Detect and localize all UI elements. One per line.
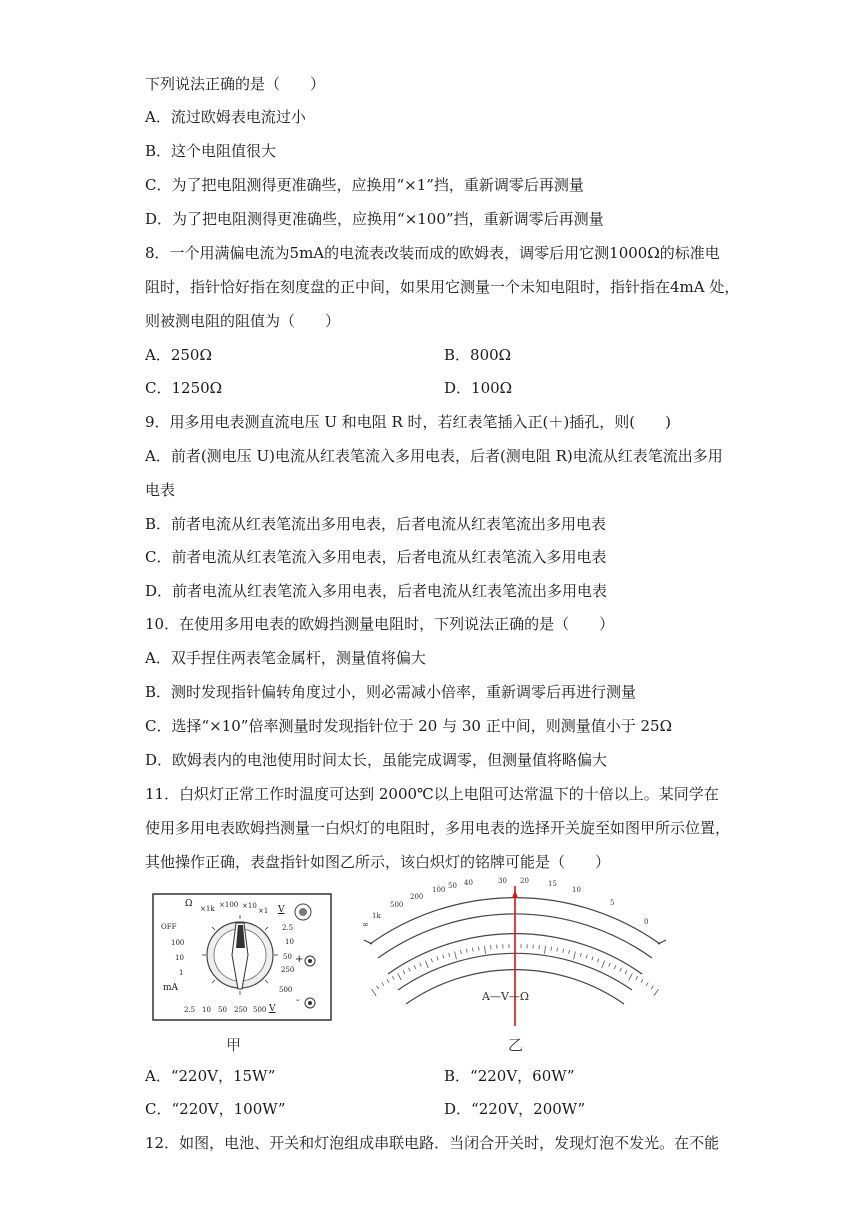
scale-tick — [443, 955, 444, 959]
meter-scale-drawing — [360, 876, 680, 1026]
q10-option-a: A．双手捏住两表笔金属杆，测量值将偏大 — [145, 649, 426, 667]
scale-tick — [574, 951, 576, 959]
dial-label-x1: ×1 — [258, 907, 269, 915]
q11-option-c: C．“220V，100W” — [145, 1100, 286, 1118]
question-9: 9．用多用电表测直流电压 U 和电阻 R 时，若红表笔插入正(＋)插孔，则( ) — [145, 413, 671, 431]
ohm-tick-1k: 1k — [372, 912, 381, 920]
dial-label-bottom-10: 10 — [202, 1006, 211, 1014]
scale-tick — [478, 947, 479, 951]
scale-tick — [609, 963, 611, 967]
scale-tick — [409, 968, 411, 972]
dial-label-bottom-250: 250 — [234, 1006, 248, 1014]
question-8-cont: 阻时，指针恰好指在刻度盘的正中间，如果用它测量一个未知电阻时，指针指在4mA 处， — [145, 278, 740, 296]
ohm-tick-inf: ∞ — [362, 920, 369, 929]
scale-tick — [403, 970, 405, 974]
q8-option-b: B．800Ω — [444, 346, 512, 364]
dial-label-right-500: 500 — [279, 986, 293, 994]
figure-caption-jia: 甲 — [226, 1036, 242, 1054]
ohm-tick-10: 10 — [572, 886, 581, 894]
ohm-tick-100: 100 — [432, 886, 446, 894]
question-11: 11．白炽灯正常工作时温度可达到 2000℃以上电阻可达常温下的十倍以上。某同学在 — [145, 785, 719, 803]
dial-label-v-top: V — [278, 905, 285, 915]
question-10: 10．在使用多用电表的欧姆挡测量电阻时，下列说法正确的是（ ） — [145, 615, 615, 633]
scale-tick — [598, 958, 599, 962]
scale-tick — [620, 968, 622, 972]
scale-tick — [466, 949, 467, 953]
dial-label-1: 1 — [179, 969, 184, 977]
q9-option-b: B．前者电流从红表笔流出多用电表，后者电流从红表笔流出多用电表 — [145, 515, 607, 533]
scale-tick — [636, 976, 638, 979]
dial-label-ohm: Ω — [185, 899, 193, 909]
dial-label-right-250: 250 — [281, 966, 295, 974]
scale-tick — [437, 957, 438, 961]
scale-tick — [602, 961, 605, 968]
ohm-tick-20: 20 — [520, 877, 529, 885]
dial-label-bottom-50: 50 — [218, 1006, 227, 1014]
ohm-tick-500: 500 — [390, 901, 404, 909]
scale-tick — [431, 958, 432, 962]
meter-scale-figure — [360, 876, 680, 1026]
ohm-tick-5: 5 — [610, 899, 615, 907]
dial-label-ma: mA — [163, 983, 179, 993]
q8-option-c: C．1250Ω — [145, 379, 223, 397]
question-8-cont: 则被测电阻的阻值为（ ） — [145, 312, 341, 330]
dial-label-100: 100 — [171, 939, 185, 947]
dial-label-x1k: ×1k — [200, 905, 215, 913]
dial-label-bottom-500: 500 — [253, 1006, 267, 1014]
scale-tick — [569, 950, 570, 954]
dial-label-right-50: 50 — [283, 953, 292, 961]
scale-tick — [387, 979, 389, 982]
option-c: C．为了把电阻测得更准确些，应换用“×1”挡，重新调零后再测量 — [145, 176, 584, 194]
scale-tick — [382, 982, 384, 985]
q11-option-b: B．“220V，60W” — [444, 1067, 575, 1085]
scale-tick — [625, 970, 627, 974]
scale-tick — [629, 973, 633, 980]
question-12: 12．如图，电池、开关和灯泡组成串联电路．当闭合开关时，发现灯泡不发光。在不能 — [145, 1134, 720, 1152]
scale-tick — [377, 986, 379, 989]
q10-option-d: D．欧姆表内的电池使用时间太长，虽能完成调零，但测量值将略偏大 — [145, 751, 608, 769]
dial-label-off: OFF — [161, 923, 177, 931]
dial-label-right-25: 2.5 — [282, 924, 294, 932]
q8-option-a: A．250Ω — [145, 346, 212, 364]
scale-tick — [563, 949, 564, 953]
scale-tick — [414, 965, 416, 969]
ohm-tick-200: 200 — [410, 893, 424, 901]
ohm-tick-30: 30 — [498, 877, 507, 885]
option-d: D．为了把电阻测得更准确些，应换用“×100”挡，重新调零后再测量 — [145, 210, 604, 228]
scale-tick — [460, 950, 461, 954]
q8-option-d: D．100Ω — [444, 379, 513, 397]
q11-option-a: A．“220V，15W” — [145, 1067, 276, 1085]
ohm-tick-15: 15 — [548, 880, 557, 888]
scale-tick — [654, 989, 659, 996]
scale-tick — [586, 955, 587, 959]
scale-tick — [544, 946, 545, 954]
scale-tick — [557, 948, 558, 952]
scale-tick — [420, 963, 422, 967]
scale-tick — [485, 946, 486, 954]
scale-tick — [392, 976, 394, 979]
scale-tick — [651, 986, 653, 989]
ohm-tick-40: 40 — [464, 879, 473, 887]
ohm-tick-0: 0 — [644, 918, 649, 926]
dial-label-bottom-25: 2.5 — [184, 1006, 196, 1014]
dial-label-x100: ×100 — [219, 901, 239, 909]
question-11-cont: 其他操作正确，表盘指针如图乙所示，该白炽灯的铭牌可能是（ ） — [145, 853, 611, 871]
question-8: 8．一个用满偏电流为5mA的电流表改装而成的欧姆表，调零后用它测1000Ω的标准电 — [145, 244, 720, 262]
dial-label-10: 10 — [175, 954, 184, 962]
scale-tick — [592, 957, 593, 961]
q10-option-c: C．选择“×10”倍率测量时发现指针位于 20 与 30 正中间，则测量值小于 25Ω — [145, 717, 673, 735]
jack-label-minus: - — [296, 995, 300, 1006]
q10-option-b: B．测时发现指针偏转角度过小，则必需减小倍率，重新调零后再进行测量 — [145, 683, 637, 701]
scale-tick — [472, 948, 473, 952]
scale-tick — [641, 979, 643, 982]
option-a: A．流过欧姆表电流过小 — [145, 108, 306, 126]
q9-option-a: A．前者(测电压 U)电流从红表笔流入多用电表，后者(测电阻 R)电流从红表笔流出多用 — [145, 447, 723, 465]
question-11-cont: 使用多用电表欧姆挡测量一白炽灯的电阻时，多用电表的选择开关旋至如图甲所示位置， — [145, 819, 731, 837]
option-b: B．这个电阻值很大 — [145, 142, 277, 160]
scale-tick — [551, 947, 552, 951]
q9-option-a-cont: 电表 — [145, 481, 176, 499]
jack-label-plus: + — [295, 954, 304, 965]
scale-tick — [425, 961, 428, 968]
dial-label-right-10: 10 — [285, 938, 294, 946]
multimeter-selector-figure — [152, 893, 332, 1021]
q9-option-d: D．前者电流从红表笔流入多用电表，后者电流从红表笔流出多用电表 — [145, 582, 608, 600]
scale-tick — [372, 989, 377, 996]
ohm-tick-50: 50 — [448, 882, 457, 890]
scale-tick — [580, 953, 581, 957]
scale-tick — [398, 973, 402, 980]
scale-tick — [455, 951, 457, 959]
figure-caption-yi: 乙 — [508, 1036, 524, 1054]
text-line: 下列说法正确的是（ ） — [145, 75, 326, 93]
scale-tick — [614, 965, 616, 969]
dial-label-x10: ×10 — [242, 902, 257, 910]
q11-option-d: D．“220V，200W” — [444, 1100, 586, 1118]
scale-tick — [646, 982, 648, 985]
q9-option-c: C．前者电流从红表笔流入多用电表，后者电流从红表笔流入多用电表 — [145, 548, 607, 566]
scale-label: A—V—Ω — [482, 990, 530, 1003]
dial-label-v-bottom: V — [269, 1004, 276, 1014]
scale-tick — [449, 953, 450, 957]
